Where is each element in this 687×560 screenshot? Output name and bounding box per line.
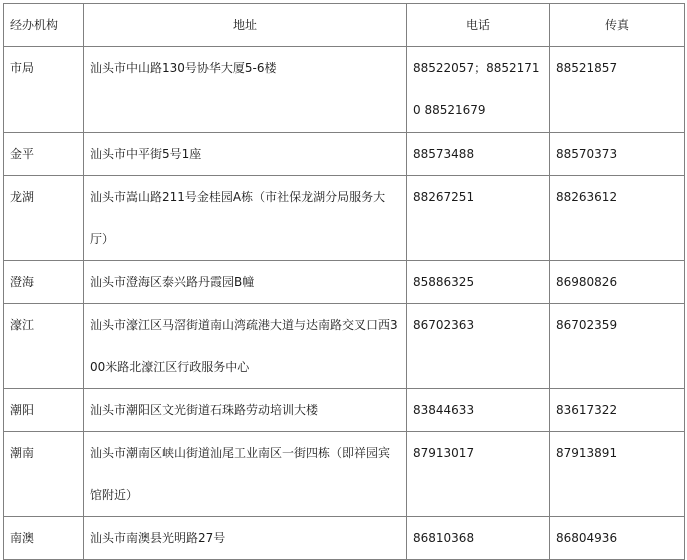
header-phone: 电话	[407, 4, 550, 47]
header-fax: 传真	[550, 4, 685, 47]
address-cell: 汕头市南澳县光明路27号	[84, 517, 407, 560]
org-cell: 潮阳	[4, 389, 84, 432]
address-cell: 汕头市潮南区峡山街道汕尾工业南区一街四栋（即祥园宾馆附近）	[84, 432, 407, 517]
table-row	[4, 47, 685, 133]
org-cell: 澄海	[4, 261, 84, 304]
address-cell: 汕头市嵩山路211号金桂园A栋（市社保龙湖分局服务大厅）	[84, 176, 407, 261]
fax-cell: 88263612	[550, 176, 685, 261]
table-row	[4, 176, 685, 261]
phone-cell: 83844633	[407, 389, 550, 432]
address-cell: 汕头市濠江区马滘街道南山湾疏港大道与达南路交叉口西300米路北濠江区行政服务中心	[84, 304, 407, 389]
org-cell: 市局	[4, 47, 84, 133]
fax-cell: 86980826	[550, 261, 685, 304]
address-cell: 汕头市澄海区泰兴路丹霞园B幢	[84, 261, 407, 304]
org-cell: 金平	[4, 133, 84, 176]
org-cell: 濠江	[4, 304, 84, 389]
header-org: 经办机构	[4, 4, 84, 47]
org-cell: 南澳	[4, 517, 84, 560]
address-cell: 汕头市中平街5号1座	[84, 133, 407, 176]
table-row	[4, 432, 685, 517]
org-cell: 潮南	[4, 432, 84, 517]
address-cell: 汕头市中山路130号协华大厦5-6楼	[84, 47, 407, 133]
fax-cell: 86804936	[550, 517, 685, 560]
table-header-row	[4, 4, 685, 47]
phone-cell: 88267251	[407, 176, 550, 261]
fax-cell: 83617322	[550, 389, 685, 432]
fax-cell: 87913891	[550, 432, 685, 517]
table-row	[4, 389, 685, 432]
header-address: 地址	[84, 4, 407, 47]
fax-cell: 88521857	[550, 47, 685, 133]
phone-cell: 88573488	[407, 133, 550, 176]
org-cell: 龙湖	[4, 176, 84, 261]
fax-cell: 88570373	[550, 133, 685, 176]
office-contact-table	[3, 3, 685, 560]
phone-cell: 87913017	[407, 432, 550, 517]
phone-cell: 88522057；88521710 88521679	[407, 47, 550, 133]
address-cell: 汕头市潮阳区文光街道石珠路劳动培训大楼	[84, 389, 407, 432]
table-row	[4, 133, 685, 176]
table-row	[4, 261, 685, 304]
phone-cell: 86810368	[407, 517, 550, 560]
fax-cell: 86702359	[550, 304, 685, 389]
phone-cell: 86702363	[407, 304, 550, 389]
phone-cell: 85886325	[407, 261, 550, 304]
table-row	[4, 304, 685, 389]
table-row	[4, 517, 685, 560]
